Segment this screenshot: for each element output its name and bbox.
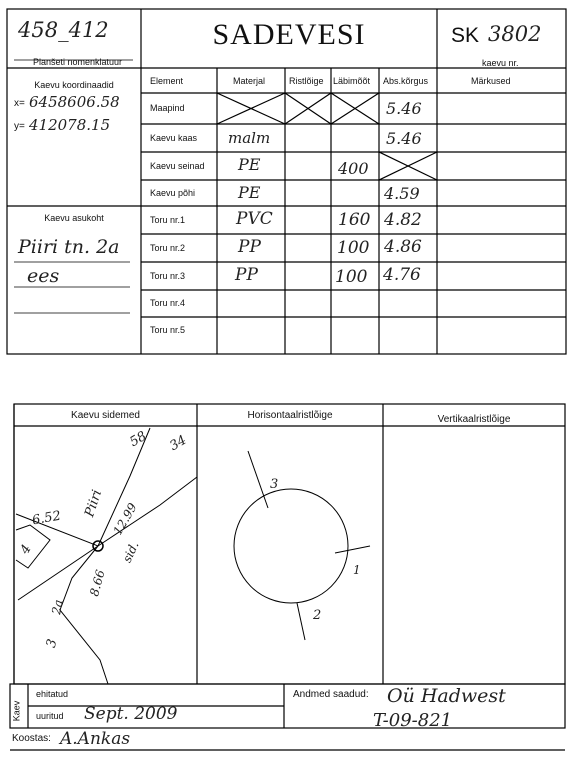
well-number: 3802 xyxy=(488,22,542,46)
cell-elevation: 4.86 xyxy=(384,237,422,257)
data-value-1: Oü Hadwest xyxy=(387,685,506,707)
sketch-label: sid. xyxy=(119,539,142,565)
col-element: Element xyxy=(150,76,184,86)
cell-material: malm xyxy=(228,129,271,147)
nomenclature-label: Planšeti nomenklatuur xyxy=(33,57,123,67)
data-value-2: T-09-821 xyxy=(373,710,453,731)
well-label: kaevu nr. xyxy=(482,58,519,68)
sketch-label: 3 xyxy=(43,637,61,650)
col-notes: Märkused xyxy=(471,76,511,86)
sketch-label: 6.52 xyxy=(30,508,63,529)
row-label: Toru nr.1 xyxy=(150,215,186,225)
sketch-label: 12.99 xyxy=(110,500,140,538)
cell-elevation: 5.46 xyxy=(386,99,422,118)
row-label: Toru nr.5 xyxy=(150,325,186,335)
sketch-label: 58 xyxy=(127,428,150,451)
sketch-label: 34 xyxy=(167,432,190,455)
row-label: Toru nr.4 xyxy=(150,298,186,308)
author-label: Koostas: xyxy=(12,733,51,744)
well-prefix: SK xyxy=(451,24,480,47)
cell-elevation: 4.82 xyxy=(384,210,422,230)
cell-diameter: 100 xyxy=(337,238,370,258)
col-section: Ristlõige xyxy=(289,76,324,86)
kaev-label: Kaev xyxy=(11,700,22,722)
cell-material: PVC xyxy=(236,209,273,229)
horizontal-label: Horisontaalristlõige xyxy=(247,410,333,421)
coord-x-value: 6458606.58 xyxy=(29,93,120,111)
built-label: ehitatud xyxy=(36,689,69,699)
location-line-1: Piiri tn. 2a xyxy=(18,236,120,258)
sketch-label: 8.66 xyxy=(87,568,108,598)
cell-material: PP xyxy=(235,265,258,285)
row-label: Maapind xyxy=(150,103,185,113)
sketch-label: 2a xyxy=(49,598,66,616)
sketch-label: 4 xyxy=(17,542,35,557)
cell-material: PE xyxy=(238,155,261,174)
coordinates-label: Kaevu koordinaadid xyxy=(34,80,114,90)
pipe-label: 1 xyxy=(353,563,361,577)
sketch-street: Piiri xyxy=(82,488,106,519)
surveyed-value: Sept. 2009 xyxy=(84,704,178,724)
col-material: Materjal xyxy=(233,76,266,86)
row-label: Kaevu kaas xyxy=(150,133,198,143)
coord-y-value: 412078.15 xyxy=(29,116,111,134)
location-label: Kaevu asukoht xyxy=(44,213,104,223)
coord-x-prefix: x= xyxy=(14,98,25,109)
connections-label: Kaevu sidemed xyxy=(71,410,140,421)
row-label: Toru nr.2 xyxy=(150,243,186,253)
cell-elevation: 5.46 xyxy=(386,129,422,148)
col-elevation: Abs.kõrgus xyxy=(383,76,429,86)
cell-elevation: 4.76 xyxy=(383,265,421,285)
vertical-label: Vertikaalristlõige xyxy=(437,414,511,425)
author-value: A.Ankas xyxy=(60,729,131,749)
cell-material: PE xyxy=(238,183,261,202)
col-diameter: Läbimõõt xyxy=(333,76,371,86)
pipe-label: 3 xyxy=(270,477,279,492)
coord-y-prefix: y= xyxy=(14,121,25,132)
surveyed-label: uuritud xyxy=(36,711,64,721)
row-label: Kaevu seinad xyxy=(150,161,205,171)
nomenclature-value: 458_412 xyxy=(18,18,109,42)
data-label: Andmed saadud: xyxy=(293,689,369,700)
cell-diameter: 400 xyxy=(338,159,369,178)
cell-diameter: 160 xyxy=(338,210,371,230)
location-line-2: ees xyxy=(27,265,60,287)
cell-elevation: 4.59 xyxy=(384,184,420,203)
row-label: Toru nr.3 xyxy=(150,271,186,281)
page-title: SADEVESI xyxy=(212,18,366,51)
pipe-label: 2 xyxy=(313,608,322,623)
cell-material: PP xyxy=(238,237,261,257)
row-label: Kaevu põhi xyxy=(150,188,196,198)
cell-diameter: 100 xyxy=(335,267,368,287)
